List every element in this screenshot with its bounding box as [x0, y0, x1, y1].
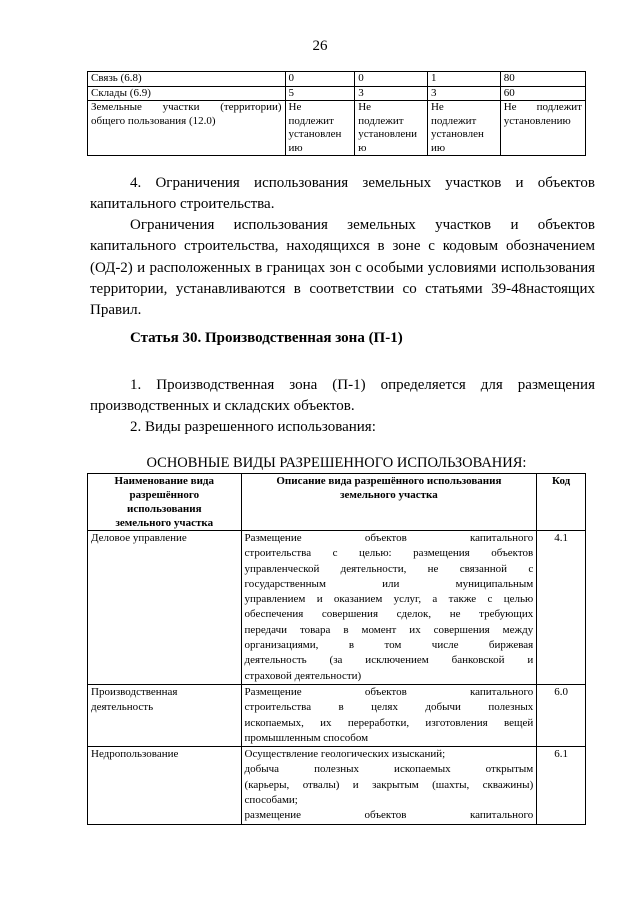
text-line: строительства в целях добычи полезных [244, 701, 534, 714]
cell-value: 3 [427, 86, 500, 101]
table-row [88, 86, 586, 101]
usage-name [88, 684, 242, 746]
text-line: деятельность [91, 701, 154, 714]
text-line: способами; [244, 794, 298, 807]
cell-value [500, 101, 585, 156]
text-line: добыча полезных ископаемых открытым [244, 763, 534, 776]
text-line: Наименование вида [114, 475, 214, 487]
cell-value [355, 101, 428, 156]
text-line: установлению [503, 114, 571, 127]
cell-value [285, 101, 355, 156]
usage-code: 4.1 [537, 531, 586, 685]
text-line: подлежит [288, 114, 334, 127]
table-header-row [88, 474, 586, 531]
table-row [88, 72, 586, 87]
column-header-description [241, 474, 537, 531]
text-line: земельного участка [115, 517, 214, 529]
column-header-name [88, 474, 242, 531]
usage-description [241, 531, 537, 685]
text-line: установлен [430, 128, 484, 140]
cell-value: 3 [355, 86, 428, 101]
text-line: Не [358, 101, 372, 113]
text-line: ию [430, 141, 446, 154]
text-line: организациями, в том числе биржевая [244, 639, 534, 652]
cell-value: 60 [500, 86, 585, 101]
table-row [88, 101, 586, 156]
paragraph-restrictions-body: Ограничения использования земельных участков и объектов капитального строительства, находящихся в зоне с кодовым обозначением (ОД-2) и расположенных в границах зон с особыми условиями использования территории, устанавливаются в соответствии со статьями 39-48настоящих Правил. [90, 217, 595, 319]
text-line: управленческой деятельности, не связанной с [244, 562, 534, 575]
text-line: ископаемых, их переработки, изготовления вещей [244, 716, 534, 729]
text-line: обеспечения совершения сделок, не требующих [244, 608, 534, 621]
text-line: ю [358, 141, 367, 154]
text-line: установлени [358, 128, 417, 140]
cell-value: 0 [355, 72, 428, 87]
paragraph-restrictions-title: 4. Ограничения использования земельных участков и объектов капитального строительства. [90, 175, 595, 213]
paragraph-usage-types: 2. Виды разрешенного использования: [130, 419, 376, 435]
text-line: использования [126, 503, 202, 515]
usage-types-table [87, 473, 586, 825]
text-line: государственным или муниципальным [244, 577, 534, 590]
text-line: установлен [288, 128, 342, 140]
text-line: Описание вида разрешённого использования [276, 475, 502, 487]
text-line: Не подлежит [503, 101, 582, 113]
text-line: ию [288, 141, 303, 154]
column-header-code: Код [537, 474, 586, 531]
usage-name: Деловое управление [88, 531, 242, 685]
cell-value [427, 101, 500, 156]
cell-value: 80 [500, 72, 585, 87]
cell-value: 1 [427, 72, 500, 87]
page-number: 26 [312, 38, 328, 54]
text-line: Размещение объектов капитального [244, 685, 534, 698]
text-line: подлежит [358, 114, 404, 127]
article-heading: Статья 30. Производственная зона (П-1) [130, 330, 403, 346]
table-row [88, 684, 586, 746]
text-line: Размещение объектов капитального [244, 532, 534, 544]
row-name: Связь (6.8) [88, 72, 286, 87]
table-row [88, 531, 586, 685]
usage-code: 6.0 [537, 684, 586, 746]
usage-description [241, 747, 537, 824]
table-row [88, 747, 586, 824]
cell-value: 5 [285, 86, 355, 101]
usage-code: 6.1 [537, 747, 586, 824]
text-line: разрешённого [129, 489, 200, 501]
text-line: Не [430, 101, 444, 113]
text-line: общего пользования (12.0) [91, 114, 216, 127]
usage-description [241, 684, 537, 746]
text-line: Осуществление геологических изысканий; [244, 748, 446, 761]
row-name [88, 101, 286, 156]
top-table [87, 71, 586, 156]
text-line: Производственная [91, 685, 178, 698]
text-line: управлением и оказанием услуг, а также с целью [244, 593, 534, 606]
text-line: промышленным способом [244, 731, 369, 744]
text-line: (карьеры, отвалы) и закрытым (шахты, скважины) [244, 778, 534, 791]
paragraph-zone-definition: 1. Производственная зона (П-1) определяется для размещения производственных и складских объектов. [90, 377, 595, 415]
row-name: Склады (6.9) [88, 86, 286, 101]
text-line: Земельные участки (территории) [91, 101, 282, 113]
text-line: страховой деятельности) [244, 669, 362, 682]
text-line: земельного участка [340, 489, 438, 501]
text-line: передачи товара в момент их совершения между [244, 623, 534, 636]
usage-name: Недропользование [88, 747, 242, 824]
table-title: ОСНОВНЫЕ ВИДЫ РАЗРЕШЕННОГО ИСПОЛЬЗОВАНИЯ: [146, 455, 527, 471]
cell-value: 0 [285, 72, 355, 87]
text-line: деятельность (за исключением банковской и [244, 654, 534, 667]
text-line: размещение объектов капитального [244, 809, 534, 822]
text-line: подлежит [430, 114, 477, 127]
text-line: Не [288, 101, 302, 113]
text-line: строительства с целью: размещения объектов [244, 547, 534, 560]
